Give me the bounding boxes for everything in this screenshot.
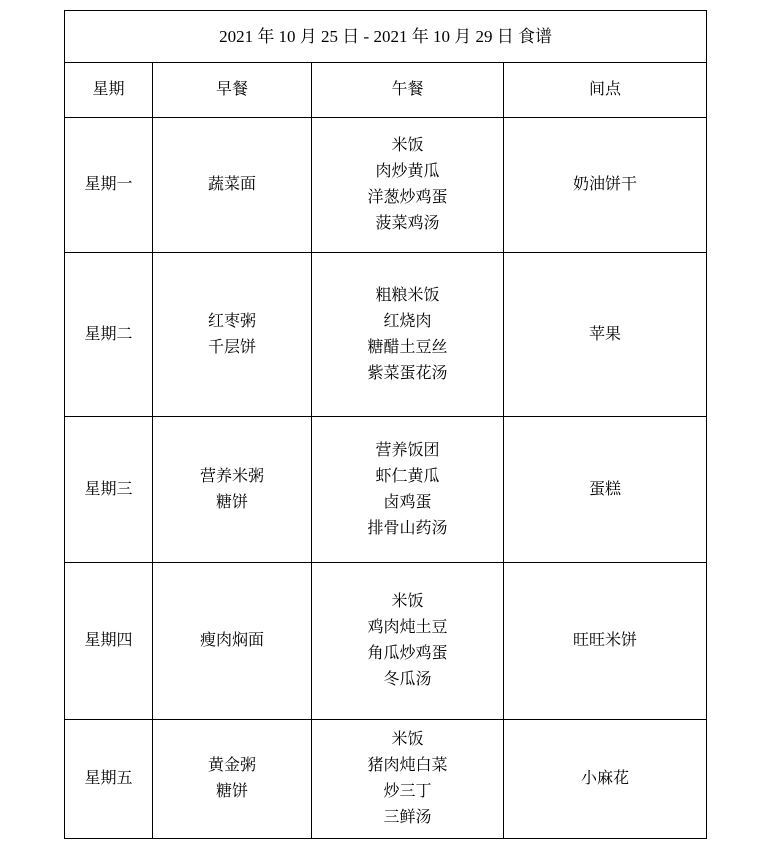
breakfast-cell — [153, 720, 312, 839]
menu-item-line: 星期二 — [84, 325, 133, 343]
menu-item-line: 糖醋土豆丝 — [367, 338, 448, 356]
menu-item-line: 黄金粥 — [207, 757, 256, 774]
menu-item-line: 炒三丁 — [383, 783, 432, 800]
menu-item-line: 星期五 — [84, 770, 133, 787]
menu-item-line: 蔬菜面 — [207, 176, 256, 193]
menu-item-line: 洋葱炒鸡蛋 — [367, 189, 448, 206]
menu-item-line: 营养饭团 — [375, 441, 440, 459]
table-row — [65, 417, 707, 563]
menu-item-line: 鸡肉炖土豆 — [367, 619, 448, 636]
menu-item-line: 旺旺米饼 — [573, 632, 638, 649]
table-row — [65, 563, 707, 720]
breakfast-cell — [153, 253, 312, 417]
menu-item-line: 猪肉炖白菜 — [367, 757, 448, 774]
menu-item-line: 星期四 — [84, 632, 133, 649]
snack-cell — [504, 720, 707, 839]
col-header-lunch: 午餐 — [312, 63, 504, 118]
day-cell — [65, 563, 153, 720]
lunch-cell — [312, 253, 504, 417]
menu-item-line: 小麻花 — [581, 770, 630, 787]
menu-item-line: 奶油饼干 — [573, 176, 638, 193]
menu-item-line: 星期三 — [84, 480, 133, 498]
col-header-breakfast: 早餐 — [153, 63, 312, 118]
menu-item-line: 米饭 — [391, 731, 424, 748]
menu-item-line: 冬瓜汤 — [383, 671, 432, 688]
menu-item-line: 肉炒黄瓜 — [375, 163, 440, 180]
day-cell — [65, 253, 153, 417]
menu-item-line: 米饭 — [391, 593, 424, 610]
title-row — [65, 11, 707, 63]
menu-item-line: 红烧肉 — [383, 312, 432, 330]
menu-item-line: 粗粮米饭 — [375, 286, 440, 304]
lunch-cell — [312, 118, 504, 253]
menu-item-line: 菠菜鸡汤 — [375, 215, 440, 232]
menu-item-line: 角瓜炒鸡蛋 — [367, 645, 448, 662]
header-row — [65, 63, 707, 118]
menu-item-line: 虾仁黄瓜 — [375, 467, 440, 485]
menu-item-line: 蛋糕 — [589, 480, 622, 498]
breakfast-cell — [153, 563, 312, 720]
lunch-cell — [312, 563, 504, 720]
table-row — [65, 720, 707, 839]
snack-cell — [504, 253, 707, 417]
menu-table — [64, 10, 707, 839]
menu-item-line: 三鲜汤 — [383, 809, 432, 826]
menu-item-line: 红枣粥 — [207, 312, 256, 330]
lunch-cell — [312, 720, 504, 839]
menu-item-line: 排骨山药汤 — [367, 519, 448, 537]
menu-item-line: 星期一 — [84, 176, 133, 193]
menu-item-line: 糖饼 — [215, 493, 248, 511]
breakfast-cell — [153, 118, 312, 253]
table-title: 2021 年 10 月 25 日 - 2021 年 10 月 29 日 食谱 — [65, 11, 707, 63]
lunch-cell — [312, 417, 504, 563]
snack-cell — [504, 563, 707, 720]
table-row — [65, 253, 707, 417]
menu-item-line: 苹果 — [589, 325, 622, 343]
snack-cell — [504, 118, 707, 253]
table-row — [65, 118, 707, 253]
snack-cell — [504, 417, 707, 563]
menu-item-line: 卤鸡蛋 — [383, 493, 432, 511]
col-header-snack: 间点 — [504, 63, 707, 118]
menu-item-line: 千层饼 — [207, 338, 256, 356]
day-cell — [65, 118, 153, 253]
menu-item-line: 营养米粥 — [199, 467, 264, 485]
breakfast-cell — [153, 417, 312, 563]
menu-item-line: 米饭 — [391, 137, 424, 154]
menu-item-line: 瘦肉焖面 — [199, 632, 264, 649]
day-cell — [65, 417, 153, 563]
day-cell — [65, 720, 153, 839]
menu-item-line: 紫菜蛋花汤 — [367, 364, 448, 382]
menu-item-line: 糖饼 — [215, 783, 248, 800]
col-header-day: 星期 — [65, 63, 153, 118]
